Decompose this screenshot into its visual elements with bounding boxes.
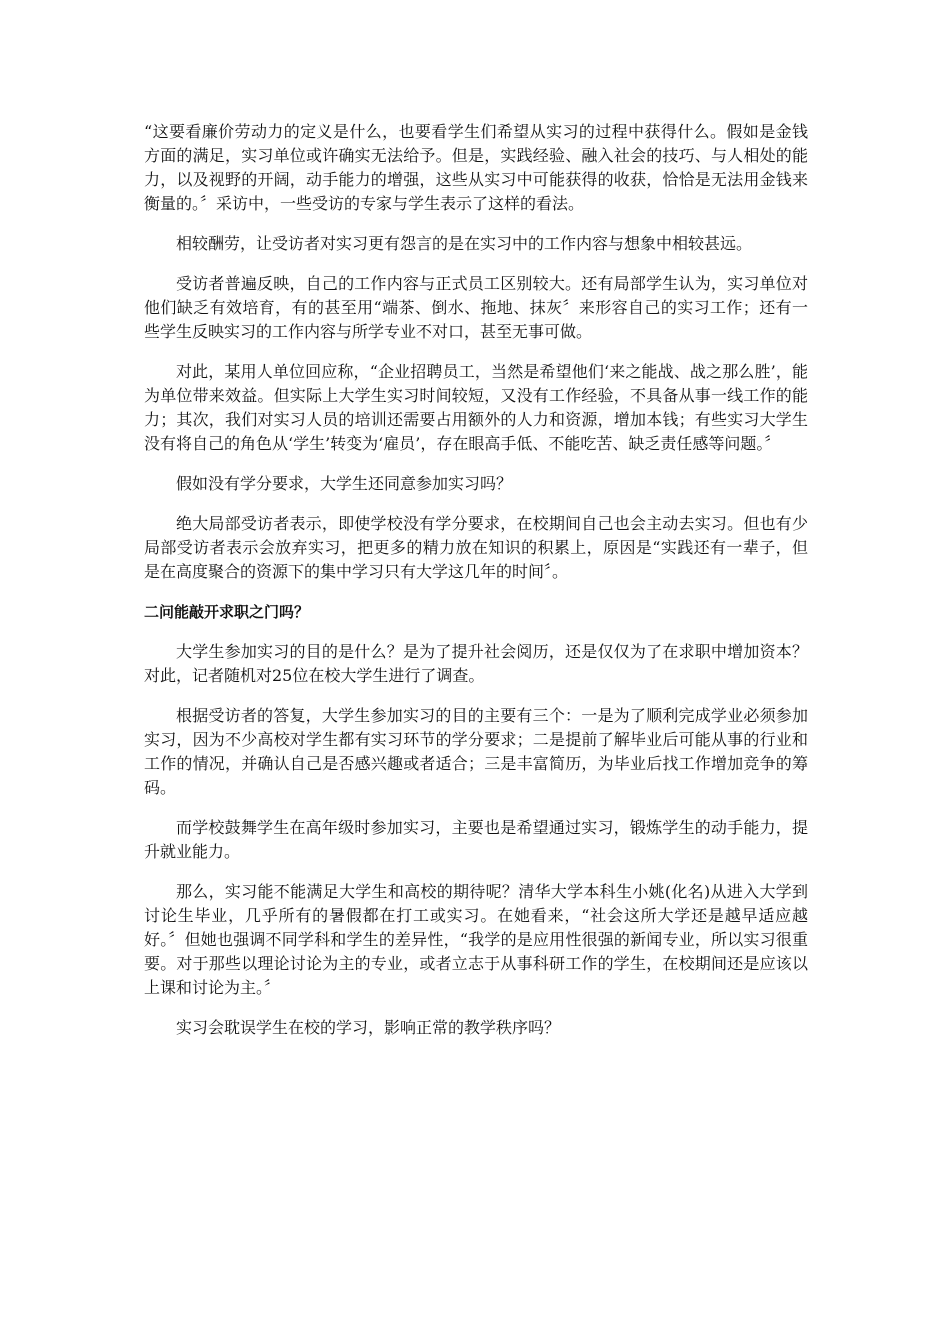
paragraph-purpose-question: 大学生参加实习的目的是什么？是为了提升社会阅历，还是仅仅为了在求职中增加资本？对此，记者随机对25位在校大学生进行了调查。 xyxy=(144,642,808,685)
paragraph-credit-answer: 绝大局部受访者表示，即使学校没有学分要求，在校期间自己也会主动去实习。但也有少局部受访者表示会放弃实习，把更多的精力放在知识的积累上，原因是“实践还有一辈子，但是在高度聚合的资源下的集中学习只有大学这几年的时间〞。 xyxy=(144,514,808,581)
section-heading: 二问能敲开求职之门吗？ xyxy=(144,603,310,621)
paragraph-purpose-answer: 根据受访者的答复，大学生参加实习的目的主要有三个：一是为了顺利完成学业必须参加实习，因为不少高校对学生都有实习环节的学分要求；二是提前了解毕业后可能从事的行业和工作的情况，并确认自己是否感兴趣或者适合；三是丰富简历，为毕业后找工作增加竞争的筹码。 xyxy=(144,706,808,797)
document-page xyxy=(144,120,808,1056)
paragraph-study-impact-question: 实习会耽误学生在校的学习，影响正常的教学秩序吗？ xyxy=(176,1018,561,1037)
paragraph-school-encouragement: 而学校鼓舞学生在高年级时参加实习，主要也是希望通过实习，锻炼学生的动手能力，提升就业能力。 xyxy=(144,818,808,861)
paragraph-work-content-complaint: 相较酬劳，让受访者对实习更有怨言的是在实习中的工作内容与想象中相较甚远。 xyxy=(176,234,753,253)
paragraph-credit-question: 假如没有学分要求，大学生还同意参加实习吗？ xyxy=(176,474,513,493)
paragraph-expert-opinion: “这要看廉价劳动力的定义是什么，也要看学生们希望从实习的过程中获得什么。假如是金钱方面的满足，实习单位或许确实无法给予。但是，实践经验、融入社会的技巧、与人相处的能力，以及视野的开阔，动手能力的增强，这些从实习中可能获得的收获，恰恰是无法用金钱来衡量的。〞采访中，一些受访的专家与学生表示了这样的看法。 xyxy=(144,122,808,213)
paragraph-interviewee-feedback: 受访者普遍反映，自己的工作内容与正式员工区别较大。还有局部学生认为，实习单位对他们缺乏有效培育，有的甚至用“端茶、倒水、拖地、抹灰〞来形容自己的实习工作；还有一些学生反映实习的工作内容与所学专业不对口，甚至无事可做。 xyxy=(144,274,808,341)
paragraph-student-case: 那么，实习能不能满足大学生和高校的期待呢？清华大学本科生小姚(化名)从进入大学到讨论生毕业，几乎所有的暑假都在打工或实习。在她看来，“社会这所大学还是越早适应越好。〞但她也强调不同学科和学生的差异性，“我学的是应用性很强的新闻专业，所以实习很重要。对于那些以理论讨论为主的专业，或者立志于从事科研工作的学生，在校期间还是应该以上课和讨论为主。〞 xyxy=(144,882,808,997)
paragraph-employer-response: 对此，某用人单位回应称，“企业招聘员工，当然是希望他们‘来之能战、战之那么胜’，能为单位带来效益。但实际上大学生实习时间较短，又没有工作经验，不具备从事一线工作的能力；其次，我们对实习人员的培训还需要占用额外的人力和资源，增加本钱；有些实习大学生没有将自己的角色从‘学生’转变为‘雇员’，存在眼高手低、不能吃苦、缺乏责任感等问题。〞 xyxy=(144,362,808,453)
